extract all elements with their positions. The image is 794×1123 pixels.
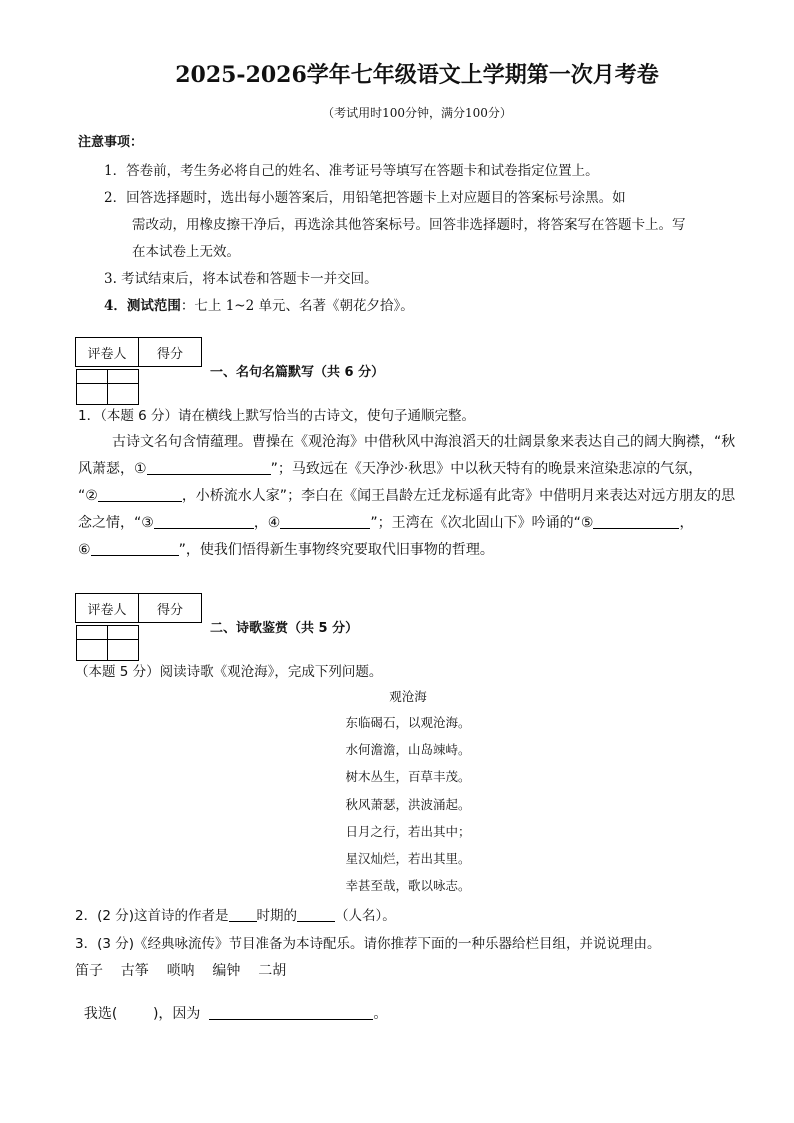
score-cell[interactable] <box>107 370 138 405</box>
q3-choose-text: 我选( )，因为 <box>83 1006 201 1022</box>
notice-item-4-label: 4．测试范围 <box>104 298 181 314</box>
q1-text-5a: ⑥ <box>78 542 91 558</box>
notice-item-2-line-3: 在本试卷上无效。 <box>132 244 240 260</box>
score-cell[interactable] <box>107 626 138 661</box>
poem-line: 东临碣石，以观沧海。 <box>345 715 471 730</box>
notice-item-2-line-1: 2．回答选择题时，选出每小题答案后，用铅笔把答题卡上对应题目的答案标号涂黑。如 <box>104 190 626 206</box>
question-1-intro: 1．（本题 6 分）请在横线上默写恰当的古诗文，使句子通顺完整。 <box>78 408 476 424</box>
q1-text-3a: “② <box>78 488 98 504</box>
notice-item-3: 3. 考试结束后，将本试卷和答题卡一并交回。 <box>104 271 378 287</box>
q2-text-c: （人名）。 <box>335 908 396 924</box>
poem-line: 幸甚至哉，歌以咏志。 <box>345 878 471 893</box>
poem-line: 秋风萧瑟，洪波涌起。 <box>345 797 471 812</box>
question-1-line-4 <box>78 512 693 532</box>
grader-cell[interactable] <box>76 626 107 661</box>
grader-label: 评卷人 <box>76 338 139 367</box>
notice-item-4 <box>104 294 414 314</box>
answer-blank-era[interactable] <box>229 907 257 922</box>
poem-line: 树木丛生，百草丰茂。 <box>345 769 471 784</box>
score-label: 得分 <box>139 338 202 367</box>
answer-blank-6[interactable] <box>91 541 179 556</box>
question-1-line-2 <box>78 458 702 478</box>
notice-heading: 注意事项： <box>78 135 144 150</box>
answer-blank-4[interactable] <box>280 514 370 529</box>
question-1-line-1: 古诗文名句含情蕴理。曹操在《观沧海》中借秋风中海浪滔天的壮阔景象来表达自己的阔大胸襟，“秋 <box>112 434 736 450</box>
q1-text-3b: ，小桥流水人家”；李白在《闻王昌龄左迁龙标遥有此寄》中借明月来表达对远方朋友的思 <box>181 488 736 504</box>
question-1-line-3 <box>78 485 735 505</box>
score-box-1 <box>75 337 202 386</box>
question-3: 3．(3 分)《经典咏流传》节目准备为本诗配乐。请你推荐下面的一种乐器给栏目组，并说说理由。 <box>75 936 661 952</box>
section-2-title: 二、诗歌鉴赏（共 5 分） <box>210 621 359 636</box>
notice-item-1: 1．答卷前，考生务必将自己的姓名、准考证号等填写在答题卡和试卷指定位置上。 <box>104 163 599 179</box>
q2-text-a: 2．(2 分)这首诗的作者是 <box>75 908 229 924</box>
score-label: 得分 <box>139 594 202 623</box>
q1-text-4c: ”；王湾在《次北固山下》吟诵的“⑤ <box>370 515 594 531</box>
poem-line: 日月之行，若出其中； <box>345 824 471 839</box>
answer-blank-2[interactable] <box>98 487 182 502</box>
answer-blank-3[interactable] <box>154 514 254 529</box>
poem-line: 星汉灿烂，若出其里。 <box>345 851 471 866</box>
q3-choose-end: 。 <box>373 1006 388 1022</box>
answer-blank-author[interactable] <box>297 907 335 922</box>
notice-item-4-text: ：七上 1~2 单元、名著《朝花夕拾》。 <box>180 298 414 314</box>
q1-text-4b: ，④ <box>253 515 281 531</box>
score-box-2 <box>75 593 202 642</box>
q1-text-4a: 念之情，“③ <box>78 515 154 531</box>
instrument-options: 笛子 古筝 唢呐 编钟 二胡 <box>75 963 287 979</box>
q1-text-2a: 风萧瑟，① <box>78 461 147 477</box>
answer-blank-reason[interactable] <box>209 1005 373 1020</box>
section-1-title: 一、名句名篇默写（共 6 分） <box>210 365 385 380</box>
poem-title: 观沧海 <box>389 689 427 704</box>
q2-text-b: 时期的 <box>256 908 298 924</box>
question-1-line-5 <box>78 539 494 559</box>
q1-text-4d: ， <box>679 515 694 531</box>
question-2 <box>75 904 396 924</box>
exam-title: 2025-2026学年七年级语文上学期第一次月考卷 <box>175 62 659 88</box>
grader-cell[interactable] <box>76 370 107 405</box>
exam-subtitle: （考试用时100分钟，满分100分） <box>322 106 512 120</box>
answer-blank-5[interactable] <box>593 514 679 529</box>
poem-line: 水何澹澹，山岛竦峙。 <box>345 742 471 757</box>
question-3-answer-line <box>75 987 387 1023</box>
q1-text-5b: ”，使我们悟得新生事物终究要取代旧事物的哲理。 <box>178 542 494 558</box>
q1-text-2b: ”；马致远在《天净沙·秋思》中以秋天特有的晚景来渲染悲凉的气氛， <box>270 461 703 477</box>
answer-blank-1[interactable] <box>147 460 271 475</box>
grader-label: 评卷人 <box>76 594 139 623</box>
notice-item-2-line-2: 需改动，用橡皮擦干净后，再选涂其他答案标号。回答非选择题时，将答案写在答题卡上。写 <box>132 217 686 233</box>
section-2-intro: （本题 5 分）阅读诗歌《观沧海》，完成下列问题。 <box>75 664 383 680</box>
